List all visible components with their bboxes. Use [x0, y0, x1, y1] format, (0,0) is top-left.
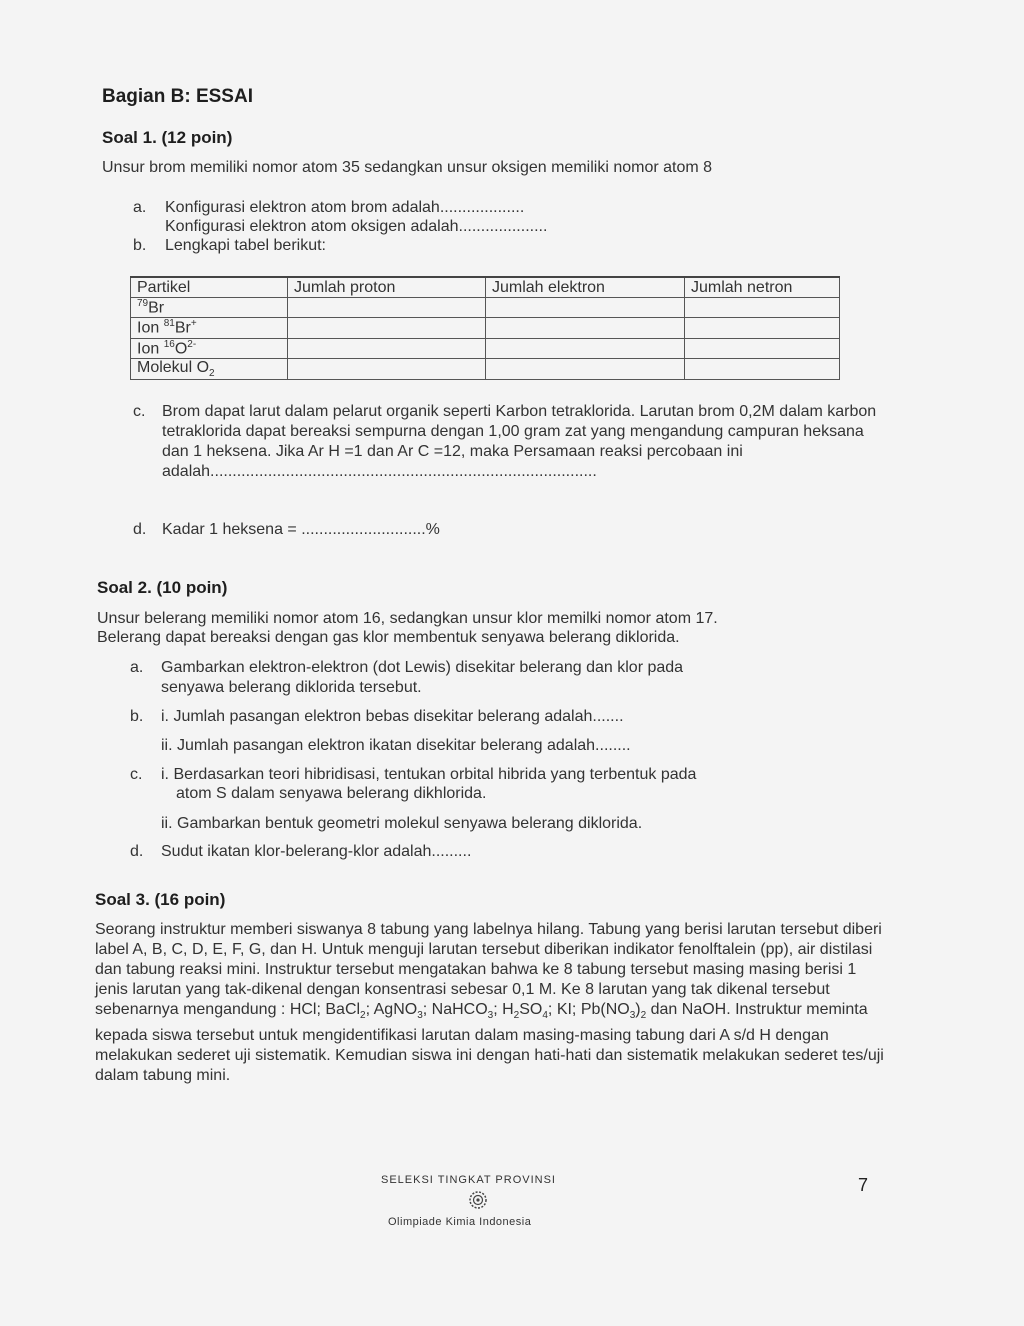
q1-b-text: Lengkapi tabel berikut: — [165, 237, 326, 254]
emblem-icon — [467, 1189, 489, 1216]
q1-c-label: c. — [133, 403, 146, 420]
proton-cell — [288, 298, 486, 318]
q1-intro: Unsur brom memiliki nomor atom 35 sedangkan unsur oksigen memiliki nomor atom 8 — [102, 159, 713, 176]
q1-c-text: Brom dapat larut dalam pelarut organik seperti Karbon tetraklorida. Larutan brom 0,2M dalam karbon tetraklorida dapat bereaksi sempurna dengan 1,00 gram zat yang mengandung campuran heksana dan 1 heksena. Jika Ar H =1 dan Ar C =12, maka Persamaan reaksi percobaan ini adalah....................................................................................... — [162, 403, 877, 480]
q2-c-i-line1: i. Berdasarkan teori hibridisasi, tentukan orbital hibrida yang terbentuk pada — [161, 766, 697, 783]
neutron-cell — [685, 318, 840, 338]
table-header-cell: Jumlah proton — [288, 277, 486, 298]
neutron-cell — [685, 358, 840, 379]
q2-d-text: Sudut ikatan klor-belerang-klor adalah......... — [161, 843, 472, 860]
q2-b-i: i. Jumlah pasangan elektron bebas disekitar belerang adalah....... — [161, 708, 624, 725]
q2-c-i-line2: atom S dalam senyawa belerang dikhlorida. — [176, 785, 487, 802]
q2-b-ii: ii. Jumlah pasangan elektron ikatan disekitar belerang adalah........ — [161, 737, 631, 754]
q2-intro1: Unsur belerang memiliki nomor atom 16, sedangkan unsur klor memilki nomor atom 17. — [97, 610, 718, 627]
particle-cell: Ion $^{81}$Br+ — [131, 318, 288, 338]
footer-line1: SELEKSI TINGKAT PROVINSI — [381, 1174, 556, 1186]
q2-title: Soal 2. (10 poin) — [97, 578, 228, 597]
table-row — [131, 338, 840, 358]
footer-line2: Olimpiade Kimia Indonesia — [388, 1216, 532, 1228]
table-row — [131, 298, 840, 318]
q2-c-label: c. — [130, 766, 143, 783]
q1-b-label: b. — [133, 237, 147, 254]
electron-cell — [486, 318, 685, 338]
q2-c-ii: ii. Gambarkan bentuk geometri molekul senyawa belerang diklorida. — [161, 815, 643, 832]
table-header-cell: Jumlah elektron — [486, 277, 685, 298]
q2-d-label: d. — [130, 843, 144, 860]
table-header-cell: Partikel — [131, 277, 288, 298]
q1-title: Soal 1. (12 poin) — [102, 128, 233, 147]
particle-cell: $^{79}$Br — [131, 298, 288, 318]
q2-a-line1: Gambarkan elektron-elektron (dot Lewis) disekitar belerang dan klor pada — [161, 659, 684, 676]
electron-cell — [486, 298, 685, 318]
q2-b-label: b. — [130, 708, 144, 725]
page-number: 7 — [858, 1175, 869, 1195]
q1-a-line1: Konfigurasi elektron atom brom adalah................... — [165, 199, 525, 216]
proton-cell — [288, 358, 486, 379]
q1-a-line2: Konfigurasi elektron atom oksigen adalah.................... — [165, 218, 548, 235]
neutron-cell — [685, 298, 840, 318]
q1-a-label: a. — [133, 199, 147, 216]
proton-cell — [288, 338, 486, 358]
table-row — [131, 358, 840, 379]
electron-cell — [486, 338, 685, 358]
table-header-row — [131, 277, 840, 298]
particle-cell: Molekul $O_2$ — [131, 358, 288, 379]
table-header-cell: Jumlah netron — [685, 277, 840, 298]
electron-cell — [486, 358, 685, 379]
q2-a-label: a. — [130, 659, 144, 676]
proton-cell — [288, 318, 486, 338]
q1-d-label: d. — [133, 521, 147, 538]
particle-cell: Ion $^{16}O^{2-}$ — [131, 338, 288, 358]
section-title: Bagian B: ESSAI — [102, 86, 253, 107]
q3-paragraph: Seorang instruktur memberi siswanya 8 tabung yang labelnya hilang. Tabung yang berisi larutan tersebut diberi label A, B, C, D, E, F, G, dan H. Untuk menguji larutan tersebut diberikan indikator fenolftalein (pp), air distilasi dan tabung reaksi mini. Instruktur tersebut mengatakan bahwa ke 8 tabung tersebut masing masing berisi 1 jenis larutan yang tak-dikenal dengan konsentrasi sebesar 0,1 M. Ke 8 larutan yang tak dikenal tersebut sebenarnya mengandung : HCl; BaCl$_2$; AgNO$_3$; NaHCO$_3$; $H_2SO_4$; KI; $Pb(NO_3)_2$ dan NaOH. Instruktur meminta kepada siswa tersebut untuk mengidentifikasi larutan dalam masing-masing tabung dari A s/d H dengan melakukan sederet uji sistematik. Kemudian siswa ini dengan hati-hati dan sistematik melakukan sederet tes/uji dalam tabung mini. — [95, 921, 884, 1085]
q2-a-line2: senyawa belerang diklorida tersebut. — [161, 679, 422, 696]
q1-d-text: Kadar 1 heksena = ............................% — [162, 521, 440, 538]
neutron-cell — [685, 338, 840, 358]
table-row — [131, 318, 840, 338]
q3-title: Soal 3. (16 poin) — [95, 890, 226, 909]
q2-intro2: Belerang dapat bereaksi dengan gas klor membentuk senyawa belerang diklorida. — [97, 629, 680, 646]
particle-table — [130, 276, 840, 380]
